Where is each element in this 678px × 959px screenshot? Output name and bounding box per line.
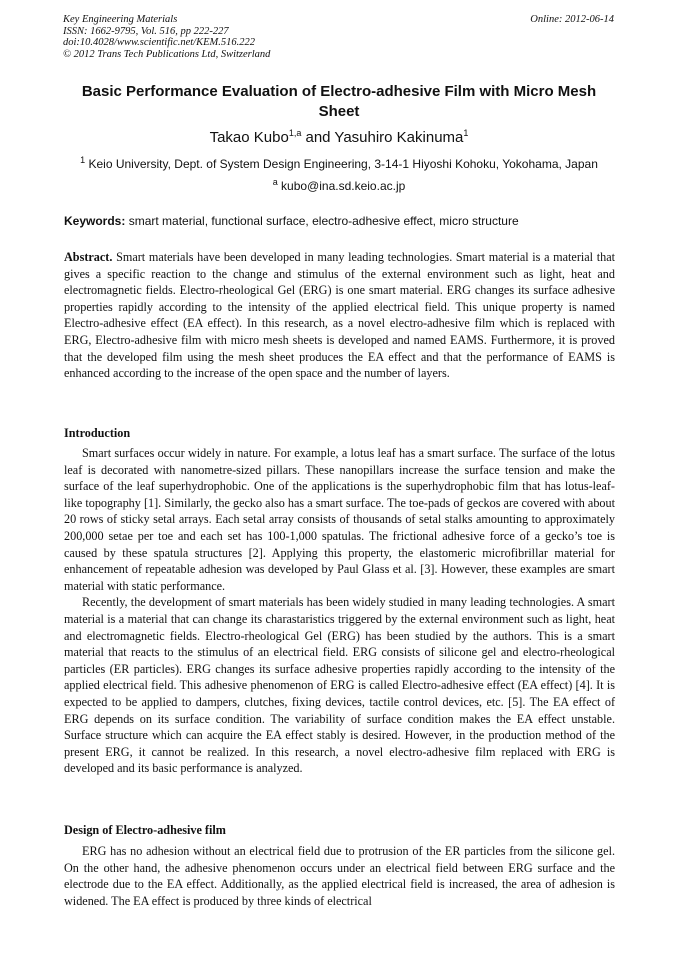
paragraph: Recently, the development of smart materials has been widely studied in many leading technologies. A smart material is a material that can change its charastaristics triggered by the external environment such as light, heat and electromagnetic fields. Electro-rheological Gel (ERG) has been studied by the authors. This is a smart material that reacts to the stimulus of an electrical field. ERG consists of silicone gel and electro-rheological particles (ER particles). ERG changes its surface adhesive properties rapidly according to the intensity of the applied electrical field. This adhesive phenomenon of ERG is called Electro-adhesive effect (EA effect) [4]. It is expected to be applied to dampers, clutches, fixing devices, tactile control devices, etc. [5]. The EA effect of ERG depends on its surface condition. The variability of surface condition makes the EA effect unstable. Surface structure which can acquire the EA effect stably is desired. However, in the production method of the present ERG, it cannot be realized. In this research, a novel electro-adhesive film replaced with ERG is developed and its basic performance is analyzed. (64, 595, 615, 776)
section-heading-introduction: Introduction (64, 426, 131, 440)
issn-line: ISSN: 1662-9795, Vol. 516, pp 222-227 (63, 25, 229, 37)
introduction-body (64, 445, 615, 777)
author-line (62, 128, 616, 148)
author-2-mark: 1 (463, 128, 469, 138)
author-2: Yasuhiro Kakinuma (334, 129, 464, 146)
author-email (62, 178, 616, 194)
doi-line: doi:10.4028/www.scientific.net/KEM.516.222 (63, 37, 255, 48)
affiliation (62, 156, 616, 172)
keywords-label: Keywords: (64, 214, 126, 228)
section-heading-design: Design of Electro-adhesive film (64, 823, 226, 837)
paper-title: Basic Performance Evaluation of Electro-adhesive Film with Micro Mesh Sheet (81, 83, 597, 120)
affiliation-text: Keio University, Dept. of System Design Engineering, 3-14-1 Hiyoshi Kohoku, Yokohama, Japan (85, 157, 598, 171)
affiliation-mark: 1 (80, 155, 86, 165)
online-date: Online: 2012-06-14 (530, 14, 614, 25)
email-mark: a (272, 177, 278, 187)
paragraph: ERG has no adhesion without an electrical field due to protrusion of the ER particles from the silicone gel. On the other hand, the adhesive phenomenon occurs under an electrical field between ERG surface and the electrode due to the EA effect. Additionally, as the applied electrical field is increased, the area of adhesion is widened. The EA effect is produced by three kinds of electrical (64, 844, 615, 908)
abstract-text: Smart materials have been developed in many leading technologies. Smart material is a material that gives a specific reaction to the change and stimulus of the external environment such as light, heat and electromagnetic fields. Electro-rheological Gel (ERG) is one smart material. ERG changes its surface adhesive properties rapidly according to the intensity of the applied electrical field. This unique property is named Electro-adhesive effect (EA effect). In this research, as a novel electro-adhesive film which is replaced with ERG, Electro-adhesive film with micro mesh sheets is developed and named EAMS. Furthermore, it is proved that the developed film using the mesh sheet produces the EA effect and that the performance of EAMS is enhanced according to the increase of the open space and the number of layers. (64, 250, 615, 381)
keywords (64, 213, 616, 229)
keywords-text: smart material, functional surface, electro-adhesive effect, micro structure (125, 214, 519, 228)
copyright-line: © 2012 Trans Tech Publications Ltd, Switzerland (63, 48, 271, 60)
author-conjunction: and (301, 129, 335, 146)
author-1: Takao Kubo (209, 129, 289, 146)
author-1-mark: 1,a (288, 128, 302, 138)
abstract-label: Abstract. (64, 250, 113, 264)
paragraph: Smart surfaces occur widely in nature. For example, a lotus leaf has a smart surface. The surface of the lotus leaf is decorated with nanometre-sized pillars. These nanopillars increase the surface tension and make the surface of the leaf superhydrophobic. One of the applications is the superhydrophobic film that has lotus-leaf-like topography [1]. Similarly, the gecko also has a smart surface. The toe-pads of geckos are covered with about 20 rows of sticky setal arrays. Each setal array consists of thousands of setal stalks amounting to approximately 200,000 setae per toe and each set has 100-1,000 spatulas. The frictional adhesive force of a gecko’s toe is caused by these spatula structures [2]. Applying this property, the elastomeric microfibrillar material for enhancement of repeatable adhesion was developed by Paul Glass et al. [3]. However, these examples are smart material with static performance. (64, 446, 615, 593)
design-body (64, 843, 615, 909)
journal-header (63, 14, 423, 60)
journal-name: Key Engineering Materials (63, 14, 178, 25)
abstract (64, 249, 615, 382)
email-text: kubo@ina.sd.keio.ac.jp (277, 179, 406, 193)
